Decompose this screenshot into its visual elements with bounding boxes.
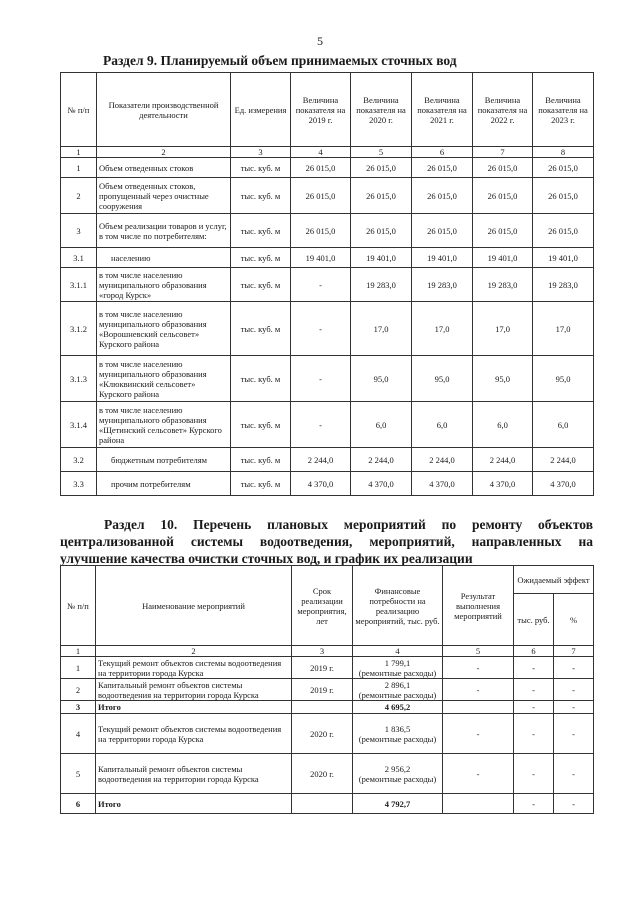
- row-num: 2: [61, 679, 96, 701]
- row-name: бюджетным потребителям: [97, 448, 231, 472]
- colnum: 3: [231, 147, 291, 158]
- colnum: 6: [514, 646, 554, 657]
- row-finance: 4 792,7: [353, 794, 443, 814]
- colnum: 3: [292, 646, 353, 657]
- row-unit: тыс. куб. м: [231, 248, 291, 268]
- row-value: 6,0: [412, 402, 473, 448]
- finance-note: (ремонтные расходы): [358, 773, 437, 784]
- row-num: 3.1.3: [61, 356, 97, 402]
- row-term: 2019 г.: [292, 657, 353, 679]
- row-unit: тыс. куб. м: [231, 472, 291, 496]
- row-name: Итого: [96, 794, 292, 814]
- section10-title-line: централизованной системы водоотведения, мероприятий, направленных на: [60, 534, 593, 549]
- colnum: 2: [96, 646, 292, 657]
- row-name: прочим потребителям: [97, 472, 231, 496]
- colnum: 4: [353, 646, 443, 657]
- table-row: [61, 402, 594, 448]
- row-unit: тыс. куб. м: [231, 356, 291, 402]
- row-value: 4 370,0: [412, 472, 473, 496]
- colnum: 2: [97, 147, 231, 158]
- row-num: 1: [61, 657, 96, 679]
- colnum: 1: [61, 646, 96, 657]
- section9-colnum-row: [61, 147, 594, 158]
- header-2020: Величина показателя на 2020 г.: [351, 73, 412, 147]
- row-effect-rub: -: [514, 714, 554, 754]
- row-num: 4: [61, 714, 96, 754]
- row-value: 26 015,0: [412, 158, 473, 178]
- row-value: 26 015,0: [291, 214, 351, 248]
- row-value: 26 015,0: [533, 158, 594, 178]
- finance-value: 1 836,5: [384, 723, 411, 734]
- row-value: 6,0: [351, 402, 412, 448]
- header-2023: Величина показателя на 2023 г.: [533, 73, 594, 147]
- row-result: [443, 794, 514, 814]
- row-value: -: [291, 268, 351, 302]
- table-row: [61, 302, 594, 356]
- finance-value: 1 799,1: [384, 657, 411, 668]
- row-num: 3.3: [61, 472, 97, 496]
- row-finance: [353, 714, 443, 754]
- row-value: 26 015,0: [473, 214, 533, 248]
- row-effect-rub: -: [514, 754, 554, 794]
- colnum: 5: [443, 646, 514, 657]
- row-value: 19 283,0: [533, 268, 594, 302]
- section10-table: [60, 565, 594, 814]
- row-value: 26 015,0: [351, 158, 412, 178]
- table-row: [61, 178, 594, 214]
- row-value: 26 015,0: [473, 158, 533, 178]
- row-effect-rub: -: [514, 657, 554, 679]
- row-num: 3.1.1: [61, 268, 97, 302]
- row-value: 19 283,0: [351, 268, 412, 302]
- row-name: населению: [97, 248, 231, 268]
- row-unit: тыс. куб. м: [231, 302, 291, 356]
- header-result: Результат выполнения мероприятий: [443, 566, 514, 646]
- row-value: 19 401,0: [412, 248, 473, 268]
- row-result: -: [443, 714, 514, 754]
- page-number: 5: [317, 34, 323, 48]
- row-finance: [353, 679, 443, 701]
- row-value: 19 401,0: [291, 248, 351, 268]
- header-num: № п/п: [61, 73, 97, 147]
- row-term: 2019 г.: [292, 679, 353, 701]
- row-num: 3.1: [61, 248, 97, 268]
- section9-header-row: [61, 73, 594, 147]
- row-num: 3.2: [61, 448, 97, 472]
- row-unit: тыс. куб. м: [231, 214, 291, 248]
- row-term: [292, 794, 353, 814]
- table-row: [61, 657, 594, 679]
- colnum: 1: [61, 147, 97, 158]
- header-finance: Финансовые потребности на реализацию мероприятий, тыс. руб.: [353, 566, 443, 646]
- table-row: [61, 794, 594, 814]
- row-value: 26 015,0: [291, 158, 351, 178]
- colnum: 8: [533, 147, 594, 158]
- row-effect-pct: -: [554, 794, 594, 814]
- row-unit: тыс. куб. м: [231, 268, 291, 302]
- row-finance: 4 695,2: [353, 701, 443, 714]
- section10-title: [60, 516, 593, 567]
- row-value: 2 244,0: [412, 448, 473, 472]
- row-value: -: [291, 356, 351, 402]
- row-term: 2020 г.: [292, 754, 353, 794]
- header-num: № п/п: [61, 566, 96, 646]
- section10-colnum-row: [61, 646, 594, 657]
- row-effect-pct: -: [554, 679, 594, 701]
- row-value: -: [291, 402, 351, 448]
- row-value: 2 244,0: [533, 448, 594, 472]
- row-term: [292, 701, 353, 714]
- row-value: 19 283,0: [473, 268, 533, 302]
- row-result: [443, 701, 514, 714]
- row-value: 19 283,0: [412, 268, 473, 302]
- row-value: 4 370,0: [473, 472, 533, 496]
- row-result: -: [443, 679, 514, 701]
- row-name: Капитальный ремонт объектов системы водоотведения на территории города Курска: [96, 679, 292, 701]
- row-result: -: [443, 754, 514, 794]
- row-value: 4 370,0: [291, 472, 351, 496]
- table-row: [61, 356, 594, 402]
- section10-title-line: улучшение качества очистки сточных вод, и график их реализации: [60, 551, 473, 566]
- row-value: 2 244,0: [473, 448, 533, 472]
- row-result: -: [443, 657, 514, 679]
- row-effect-rub: -: [514, 794, 554, 814]
- row-value: 17,0: [533, 302, 594, 356]
- row-num: 1: [61, 158, 97, 178]
- row-name: Текущий ремонт объектов системы водоотведения на территории города Курска: [96, 657, 292, 679]
- row-effect-pct: -: [554, 754, 594, 794]
- row-value: 26 015,0: [291, 178, 351, 214]
- row-value: 19 401,0: [351, 248, 412, 268]
- colnum: 5: [351, 147, 412, 158]
- row-value: -: [291, 302, 351, 356]
- row-value: 26 015,0: [412, 214, 473, 248]
- row-num: 3.1.4: [61, 402, 97, 448]
- finance-note: (ремонтные расходы): [358, 733, 437, 744]
- row-name: в том числе населению муниципального образования «Щетинский сельсовет» Курского района: [97, 402, 231, 448]
- row-value: 19 401,0: [473, 248, 533, 268]
- colnum: 4: [291, 147, 351, 158]
- section10-title-line: Раздел 10. Перечень плановых мероприятий по ремонту объектов: [104, 517, 593, 532]
- row-value: 26 015,0: [473, 178, 533, 214]
- row-value: 17,0: [412, 302, 473, 356]
- row-unit: тыс. куб. м: [231, 178, 291, 214]
- row-finance: [353, 754, 443, 794]
- row-effect-rub: -: [514, 679, 554, 701]
- header-unit: Ед. измерения: [231, 73, 291, 147]
- header-name: Наименование мероприятий: [96, 566, 292, 646]
- section9-title: Раздел 9. Планируемый объем принимаемых сточных вод: [103, 53, 457, 68]
- header-indicator: Показатели производственной деятельности: [97, 73, 231, 147]
- row-unit: тыс. куб. м: [231, 402, 291, 448]
- colnum: 6: [412, 147, 473, 158]
- row-name: Текущий ремонт объектов системы водоотведения на территории города Курска: [96, 714, 292, 754]
- row-num: 2: [61, 178, 97, 214]
- header-2019: Величина показателя на 2019 г.: [291, 73, 351, 147]
- header-effect-pct: %: [554, 594, 594, 646]
- row-value: 4 370,0: [351, 472, 412, 496]
- table-row: [61, 248, 594, 268]
- row-value: 6,0: [473, 402, 533, 448]
- table-row: [61, 714, 594, 754]
- table-row: [61, 214, 594, 248]
- table-row: [61, 754, 594, 794]
- row-value: 19 401,0: [533, 248, 594, 268]
- header-2022: Величина показателя на 2022 г.: [473, 73, 533, 147]
- row-value: 2 244,0: [351, 448, 412, 472]
- row-name: в том числе населению муниципального образования «город Курск»: [97, 268, 231, 302]
- row-value: 26 015,0: [533, 178, 594, 214]
- row-effect-rub: -: [514, 701, 554, 714]
- row-term: 2020 г.: [292, 714, 353, 754]
- colnum: 7: [554, 646, 594, 657]
- row-name: в том числе населению муниципального образования «Клюквинский сельсовет» Курского района: [97, 356, 231, 402]
- row-value: 17,0: [473, 302, 533, 356]
- section9-table: [60, 72, 594, 496]
- finance-value: 2 956,2: [384, 763, 411, 774]
- row-num: 5: [61, 754, 96, 794]
- table-row: [61, 701, 594, 714]
- row-num: 3: [61, 214, 97, 248]
- row-effect-pct: -: [554, 701, 594, 714]
- finance-note: (ремонтные расходы): [358, 667, 437, 678]
- row-name: Объем отведенных стоков, пропущенный через очистные сооружения: [97, 178, 231, 214]
- row-value: 26 015,0: [533, 214, 594, 248]
- header-effect-rub: тыс. руб.: [514, 594, 554, 646]
- row-unit: тыс. куб. м: [231, 158, 291, 178]
- row-value: 26 015,0: [351, 214, 412, 248]
- table-row: [61, 268, 594, 302]
- row-value: 6,0: [533, 402, 594, 448]
- finance-note: (ремонтные расходы): [358, 689, 437, 700]
- row-name: Объем отведенных стоков: [97, 158, 231, 178]
- row-unit: тыс. куб. м: [231, 448, 291, 472]
- row-value: 95,0: [351, 356, 412, 402]
- row-value: 4 370,0: [533, 472, 594, 496]
- table-row: [61, 158, 594, 178]
- header-2021: Величина показателя на 2021 г.: [412, 73, 473, 147]
- row-effect-pct: -: [554, 657, 594, 679]
- row-value: 95,0: [533, 356, 594, 402]
- row-num: 6: [61, 794, 96, 814]
- row-value: 26 015,0: [412, 178, 473, 214]
- table-row: [61, 472, 594, 496]
- table-row: [61, 448, 594, 472]
- row-num: 3: [61, 701, 96, 714]
- row-value: 95,0: [412, 356, 473, 402]
- header-effect: Ожидаемый эффект: [514, 566, 594, 594]
- section10-header-row: [61, 566, 594, 594]
- row-value: 26 015,0: [351, 178, 412, 214]
- row-name: Капитальный ремонт объектов системы водоотведения на территории города Курска: [96, 754, 292, 794]
- row-effect-pct: -: [554, 714, 594, 754]
- row-num: 3.1.2: [61, 302, 97, 356]
- row-name: в том числе населению муниципального образования «Ворошневский сельсовет» Курского района: [97, 302, 231, 356]
- finance-value: 2 896,1: [384, 679, 411, 690]
- row-name: Итого: [96, 701, 292, 714]
- row-value: 17,0: [351, 302, 412, 356]
- row-name: Объем реализации товаров и услуг, в том числе по потребителям:: [97, 214, 231, 248]
- header-term: Срок реализации мероприятия, лет: [292, 566, 353, 646]
- colnum: 7: [473, 147, 533, 158]
- row-finance: [353, 657, 443, 679]
- row-value: 2 244,0: [291, 448, 351, 472]
- table-row: [61, 679, 594, 701]
- row-value: 95,0: [473, 356, 533, 402]
